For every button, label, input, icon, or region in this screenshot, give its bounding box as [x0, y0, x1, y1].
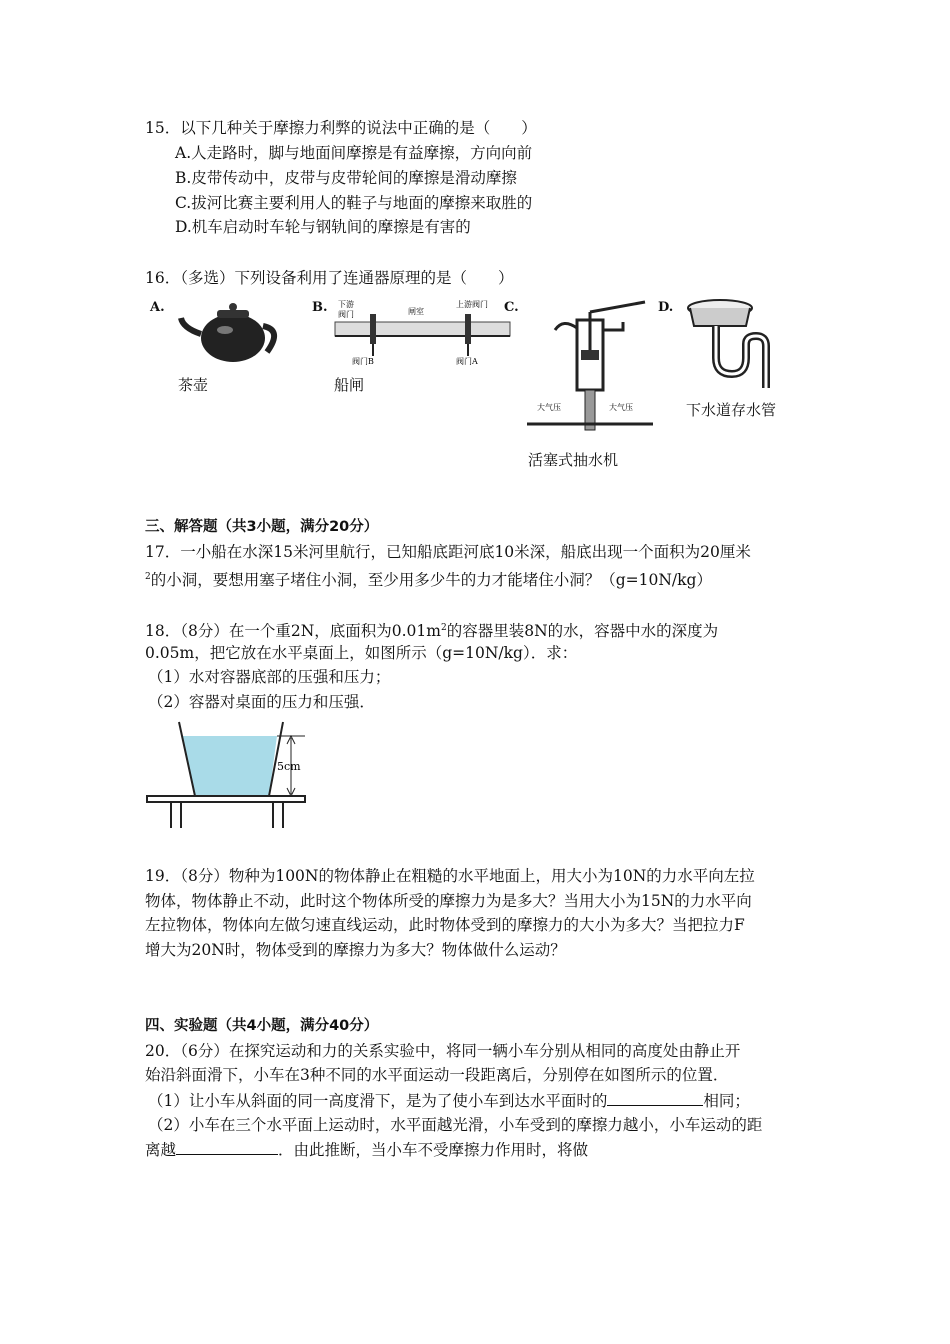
q17-line-1: 17．一小船在水深15米河里航行，已知船底距河底10米深，船底出现一个面积为20厘米 — [145, 543, 751, 561]
section-3-title: 三、解答题（共3小题，满分20分） — [145, 519, 379, 535]
piston-pump-diagram — [525, 300, 655, 440]
q16-stem: 16．（多选）下列设备利用了连通器原理的是（ ） — [145, 269, 514, 287]
ship-lock-label-valve-a: 阀门A — [456, 357, 478, 366]
ship-lock-label-valve-b: 阀门B — [352, 357, 374, 366]
q20-sub-3: 离越 ．由此推断，当小车不受摩擦力作用时，将做 — [145, 1141, 589, 1159]
q18-sub-2: （2）容器对桌面的压力和压强． — [148, 693, 375, 711]
q19-line-1: 19．（8分）物种为100N的物体静止在粗糙的水平地面上，用大小为10N的力水平向左拉 — [145, 867, 755, 885]
fig-d-caption: 下水道存水管 — [686, 401, 777, 419]
q19-line-4: 增大为20N时，物体受到的摩擦力为多大？物体做什么运动？ — [145, 941, 566, 959]
q18-line-2: 0.05m，把它放在水平桌面上，如图所示（g=10N/kg）．求： — [145, 644, 578, 662]
q20-line-2: 始沿斜面滑下，小车在3种不同的水平面运动一段距离后，分别停在如图所示的位置． — [145, 1066, 729, 1084]
q20-line-1: 20．（6分）在探究运动和力的关系实验中，将同一辆小车分别从相同的高度处由静止开 — [145, 1042, 741, 1060]
container-on-table-diagram — [145, 720, 315, 830]
depth-label: 5cm — [277, 760, 301, 773]
q19-line-2: 物体，物体静止不动，此时这个物体所受的摩擦力为是多大？当用大小为15N的力水平向 — [145, 892, 752, 910]
fig-c-caption: 活塞式抽水机 — [528, 451, 619, 469]
pump-label-air-pressure-left: 大气压 — [537, 403, 561, 412]
ship-lock-label-downstream: 下游 — [338, 300, 354, 309]
fig-b-label: B. — [312, 300, 328, 315]
teapot-image — [175, 298, 295, 368]
drain-trap-diagram — [680, 296, 780, 396]
q17-line-2: $^2$的小洞，要想用塞子堵住小洞，至少用多少牛的力才能堵住小洞？（g=10N/kg） — [145, 571, 712, 590]
ship-lock-label-valve: 阀门 — [338, 310, 354, 319]
q20-sub-1: （1）让小车从斜面的同一高度滑下，是为了使小车到达水平面时的 相同； — [148, 1092, 750, 1110]
q15-option-a: A.人走路时，脚与地面间摩擦是有益摩擦，方向向前 — [175, 144, 533, 162]
fig-b-caption: 船闸 — [334, 376, 365, 394]
ship-lock-label-upstream-valve: 上游阀门 — [456, 300, 488, 309]
ship-lock-label-chamber: 闸室 — [408, 307, 424, 316]
q15-stem: 15．以下几种关于摩擦力利弊的说法中正确的是（ ） — [145, 119, 537, 137]
fig-d-label: D. — [658, 300, 674, 315]
fig-c-label: C. — [504, 300, 519, 315]
pump-label-air-pressure-right: 大气压 — [609, 403, 633, 412]
q20-sub-2: （2）小车在三个水平面上运动时，水平面越光滑，小车受到的摩擦力越小，小车运动的距 — [148, 1116, 763, 1134]
q15-option-b: B.皮带传动中，皮带与皮带轮间的摩擦是滑动摩擦 — [175, 169, 517, 187]
section-4-title: 四、实验题（共4小题，满分40分） — [145, 1018, 379, 1034]
ship-lock-diagram — [330, 298, 515, 370]
fig-a-label: A. — [150, 300, 165, 315]
q18-line-1: 18．（8分）在一个重2N，底面积为$0.01m^2$的容器里装8N的水，容器中水的深度为 — [145, 622, 719, 641]
q20-answer-blank-1[interactable] — [607, 1090, 703, 1106]
q19-line-3: 左拉物体，物体向左做匀速直线运动，此时物体受到的摩擦力的大小为多大？当把拉力F — [145, 916, 745, 934]
q18-sub-1: （1）水对容器底部的压强和压力； — [148, 668, 391, 686]
q20-answer-blank-2[interactable] — [176, 1139, 278, 1155]
q15-option-d: D.机车启动时车轮与钢轨间的摩擦是有害的 — [175, 218, 471, 236]
fig-a-caption: 茶壶 — [178, 376, 209, 394]
q15-option-c: C.拔河比赛主要利用人的鞋子与地面的摩擦来取胜的 — [175, 194, 533, 212]
